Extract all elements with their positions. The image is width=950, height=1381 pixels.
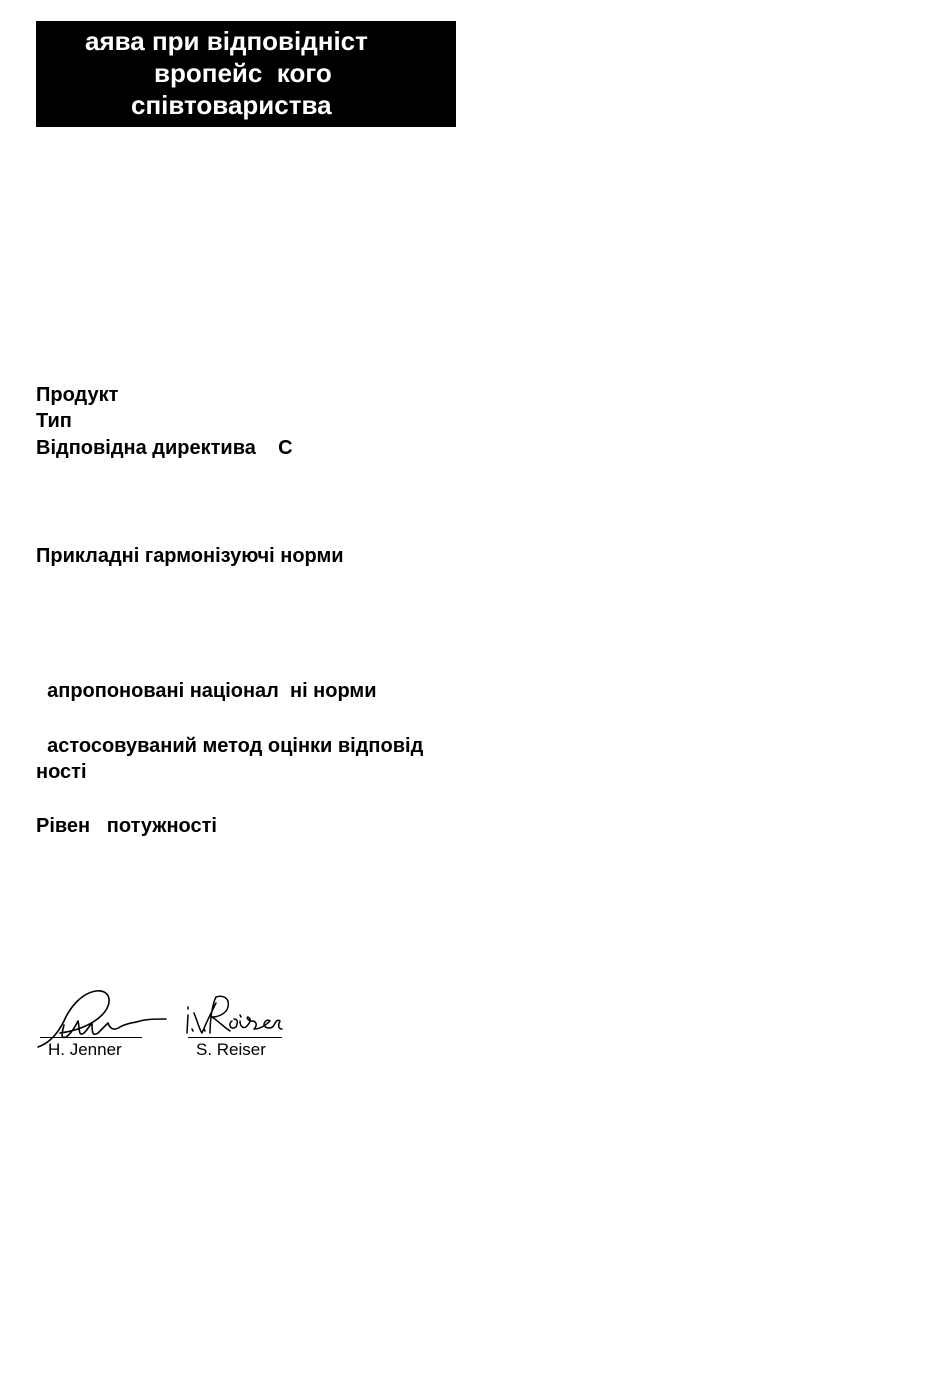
- directive-label: Відповідна директива C: [36, 437, 293, 459]
- reiser-signature-line: [188, 1037, 282, 1038]
- title-line-2: вропейс кого: [154, 58, 332, 88]
- signature-reiser: [182, 985, 287, 1065]
- title-line-1: аява при відповідніст: [85, 26, 368, 56]
- reiser-name: S. Reiser: [196, 1040, 266, 1059]
- type-label: Тип: [36, 410, 72, 432]
- conformity-method-label: астосовуваний метод оцінки відповід: [36, 735, 424, 757]
- power-level-label: Рівен потужності: [36, 815, 217, 837]
- title-line-3: співтовариства: [131, 90, 332, 120]
- jenner-name: H. Jenner: [48, 1040, 122, 1059]
- product-label: Продукт: [36, 384, 119, 406]
- declaration-title-box: [36, 21, 456, 127]
- harmonized-standards-label: Прикладні гармонізуючі норми: [36, 545, 344, 567]
- conformity-method-label-continued: ності: [36, 761, 87, 783]
- jenner-signature-line: [40, 1037, 142, 1038]
- signature-jenner: [30, 985, 170, 1065]
- national-standards-label: апропоновані націонал ні норми: [36, 680, 377, 702]
